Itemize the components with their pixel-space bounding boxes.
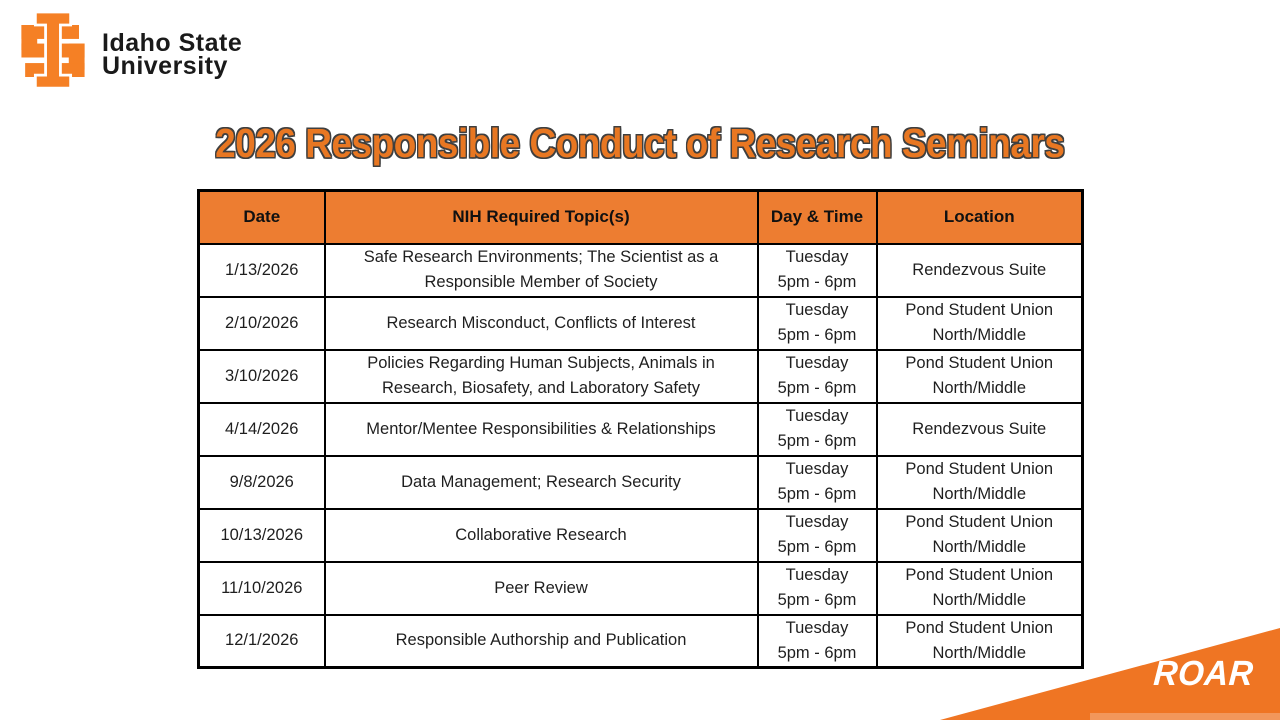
cell-day: Tuesday (785, 354, 849, 373)
table-row (199, 297, 1083, 350)
cell-time: 5pm - 6pm (777, 485, 857, 503)
cell-date: 2/10/2026 (199, 297, 325, 350)
cell-day-time (758, 615, 877, 668)
column-header-topic: NIH Required Topic(s) (325, 191, 758, 244)
cell-day-time (758, 350, 877, 403)
cell-topic: Mentor/Mentee Responsibilities & Relationships (325, 403, 758, 456)
cell-date: 9/8/2026 (199, 456, 325, 509)
roar-label: ROAR (1152, 654, 1255, 693)
cell-time: 5pm - 6pm (777, 273, 857, 291)
column-header-date: Date (199, 191, 325, 244)
university-logo (14, 10, 242, 92)
roar-banner (940, 628, 1280, 720)
university-wordmark (102, 24, 242, 78)
isu-monogram-icon (14, 10, 92, 92)
cell-topic: Responsible Authorship and Publication (325, 615, 758, 668)
seminar-schedule-table (197, 189, 1084, 669)
cell-day: Tuesday (785, 460, 849, 479)
cell-time: 5pm - 6pm (777, 591, 857, 609)
cell-day: Tuesday (785, 513, 849, 532)
cell-time: 5pm - 6pm (777, 432, 857, 450)
cell-day-time (758, 297, 877, 350)
cell-date: 3/10/2026 (199, 350, 325, 403)
cell-location: Pond Student Union North/Middle (877, 350, 1083, 403)
cell-location: Pond Student Union North/Middle (877, 562, 1083, 615)
cell-topic: Data Management; Research Security (325, 456, 758, 509)
cell-date: 10/13/2026 (199, 509, 325, 562)
cell-topic: Collaborative Research (325, 509, 758, 562)
cell-topic: Research Misconduct, Conflicts of Interest (325, 297, 758, 350)
schedule-table-container (197, 189, 1081, 669)
cell-day-time (758, 509, 877, 562)
wordmark-line2: University (102, 52, 228, 80)
cell-day: Tuesday (785, 566, 849, 585)
cell-date: 12/1/2026 (199, 615, 325, 668)
cell-location: Pond Student Union North/Middle (877, 297, 1083, 350)
table-row (199, 456, 1083, 509)
table-row (199, 244, 1083, 297)
cell-day: Tuesday (785, 248, 849, 267)
cell-location: Pond Student Union North/Middle (877, 509, 1083, 562)
cell-topic: Safe Research Environments; The Scientist as a Responsible Member of Society (325, 244, 758, 297)
cell-topic: Peer Review (325, 562, 758, 615)
cell-time: 5pm - 6pm (777, 326, 857, 344)
cell-location: Pond Student Union North/Middle (877, 456, 1083, 509)
cell-time: 5pm - 6pm (777, 379, 857, 397)
cell-day: Tuesday (785, 619, 849, 637)
page-title: 2026 Responsible Conduct of Research Seminars (215, 120, 1065, 166)
table-row (199, 562, 1083, 615)
table-row (199, 350, 1083, 403)
cell-date: 11/10/2026 (199, 562, 325, 615)
wordmark-line1: Idaho State (102, 29, 243, 57)
cell-day-time (758, 562, 877, 615)
cell-location: Pond Student Union North/Middle (877, 615, 1083, 668)
cell-time: 5pm - 6pm (777, 538, 857, 556)
cell-day-time (758, 244, 877, 297)
cell-day: Tuesday (785, 407, 849, 426)
table-header-row (199, 191, 1083, 244)
cell-topic: Policies Regarding Human Subjects, Animals in Research, Biosafety, and Laboratory Safety (325, 350, 758, 403)
cell-day-time (758, 403, 877, 456)
table-row (199, 509, 1083, 562)
cell-location: Rendezvous Suite (877, 403, 1083, 456)
cell-date: 1/13/2026 (199, 244, 325, 297)
cell-day-time (758, 456, 877, 509)
column-header-day-time: Day & Time (758, 191, 877, 244)
cell-location: Rendezvous Suite (877, 244, 1083, 297)
column-header-location: Location (877, 191, 1083, 244)
title-container (0, 120, 1280, 167)
table-row (199, 403, 1083, 456)
cell-time: 5pm - 6pm (777, 643, 857, 662)
cell-day: Tuesday (785, 301, 849, 320)
cell-date: 4/14/2026 (199, 403, 325, 456)
